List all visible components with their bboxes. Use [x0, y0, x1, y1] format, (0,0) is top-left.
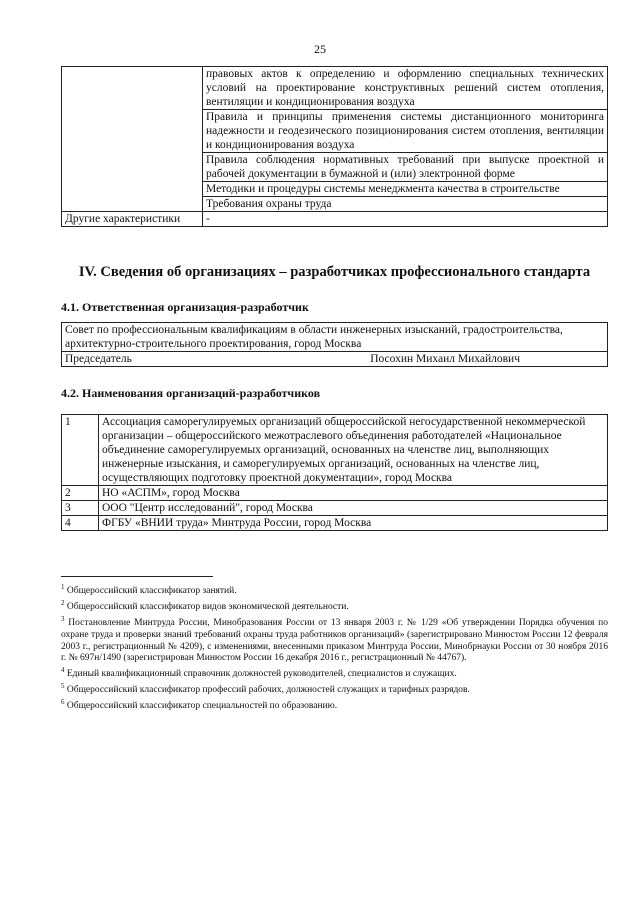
other-characteristics-label: Другие характеристики — [62, 212, 203, 227]
responsible-org-table — [61, 322, 608, 367]
footnote-text: Общероссийский классификатор профессий рабочих, должностей служащих и тарифных разрядов. — [64, 685, 470, 696]
table-cell: правовых актов к определению и оформлению специальных технических условий на проектирование конструктивных решений систем отопления, вентиляции и кондиционирования воздуха — [203, 67, 608, 110]
table-row — [62, 516, 608, 531]
footnote-mark: 6 — [61, 698, 65, 707]
footnote-text: Постановление Минтруда России, Минобразования России от 13 января 2003 г. № 1/29 «Об утверждении Порядка обучения по охране труда и проверки знаний требований охраны труда работников организаций» (зарегистрировано Минюстом России 12 февраля 2003 г., регистрационный № 4209), с изменениями, внесенными приказом Минтруда России, Минобрнауки России от 30 ноября 2016 г. № 697н/1490 (зарегистрирован Минюстом России 16 декабря 2016 г., регистрационный № 44767). — [61, 618, 608, 664]
org-name: ООО "Центр исследований", город Москва — [99, 501, 608, 516]
footnotes — [61, 582, 608, 713]
org-name: Ассоциация саморегулируемых организаций общероссийской негосударственной некоммерческой организации – общероссийского межотраслевого объединения работодателей «Национальное объединение саморегулируемых организаций, основанных на членстве лиц, выполняющих инженерные изыскания, и саморегулируемых организаций, основанных на членстве лиц, осуществляющих подготовку проектной документации», город Москва — [99, 415, 608, 486]
subsection-title-developers: 4.2. Наименования организаций-разработчиков — [61, 386, 321, 400]
org-name: НО «АСПМ», город Москва — [99, 486, 608, 501]
footnote-text: Единый квалификационный справочник должностей руководителей, специалистов и служащих. — [64, 669, 457, 680]
org-number: 3 — [62, 501, 99, 516]
table-row — [62, 352, 608, 367]
footnote — [61, 582, 608, 598]
knowledge-table — [61, 66, 608, 227]
chairman-role: Председатель — [65, 353, 132, 365]
table-cell: Методики и процедуры системы менеджмента качества в строительстве — [203, 182, 608, 197]
table-cell: Правила и принципы применения системы дистанционного мониторинга надежности и геодезического позиционирования систем отопления, вентиляции и кондиционирования воздуха — [203, 110, 608, 153]
footnote-text: Общероссийский классификатор видов экономической деятельности. — [64, 602, 349, 613]
page-number: 25 — [314, 42, 326, 56]
table-cell: Требования охраны труда — [203, 197, 608, 212]
table-row — [62, 501, 608, 516]
table-row — [62, 323, 608, 352]
footnote — [61, 697, 608, 713]
table-cell-empty — [62, 67, 203, 212]
responsible-org-name: Совет по профессиональным квалификациям в области инженерных изысканий, градостроительства, архитектурно-строительного проектирования, город Москва — [62, 323, 608, 352]
org-number: 2 — [62, 486, 99, 501]
table-row — [62, 212, 608, 227]
footnote — [61, 614, 608, 665]
footnote-text: Общероссийский классификатор специальностей по образованию. — [64, 701, 338, 712]
table-row — [62, 67, 608, 110]
footnote-mark: 4 — [61, 666, 65, 675]
footnote-mark: 2 — [61, 598, 65, 607]
chairman-name: Посохин Михаил Михайлович — [370, 353, 520, 365]
org-number: 4 — [62, 516, 99, 531]
footnote — [61, 665, 608, 681]
footnote — [61, 681, 608, 697]
footnote-divider — [61, 576, 213, 577]
developer-orgs-table — [61, 414, 608, 531]
footnote-mark: 3 — [61, 614, 65, 623]
org-number: 1 — [62, 415, 99, 486]
footnote-mark: 5 — [61, 682, 65, 691]
org-name: ФГБУ «ВНИИ труда» Минтруда России, город Москва — [99, 516, 608, 531]
table-row — [62, 486, 608, 501]
footnote-text: Общероссийский классификатор занятий. — [64, 586, 237, 597]
footnote — [61, 598, 608, 614]
table-row — [62, 415, 608, 486]
subsection-title-responsible: 4.1. Ответственная организация-разработчик — [61, 300, 309, 314]
section-heading: IV. Сведения об организациях – разработчиках профессионального стандарта — [78, 264, 591, 280]
table-cell: Правила соблюдения нормативных требований при выпуске проектной и рабочей документации в бумажной и (или) электронной форме — [203, 153, 608, 182]
footnote-mark: 1 — [61, 583, 65, 591]
other-characteristics-value: - — [203, 212, 608, 227]
chairman-row — [62, 352, 608, 367]
